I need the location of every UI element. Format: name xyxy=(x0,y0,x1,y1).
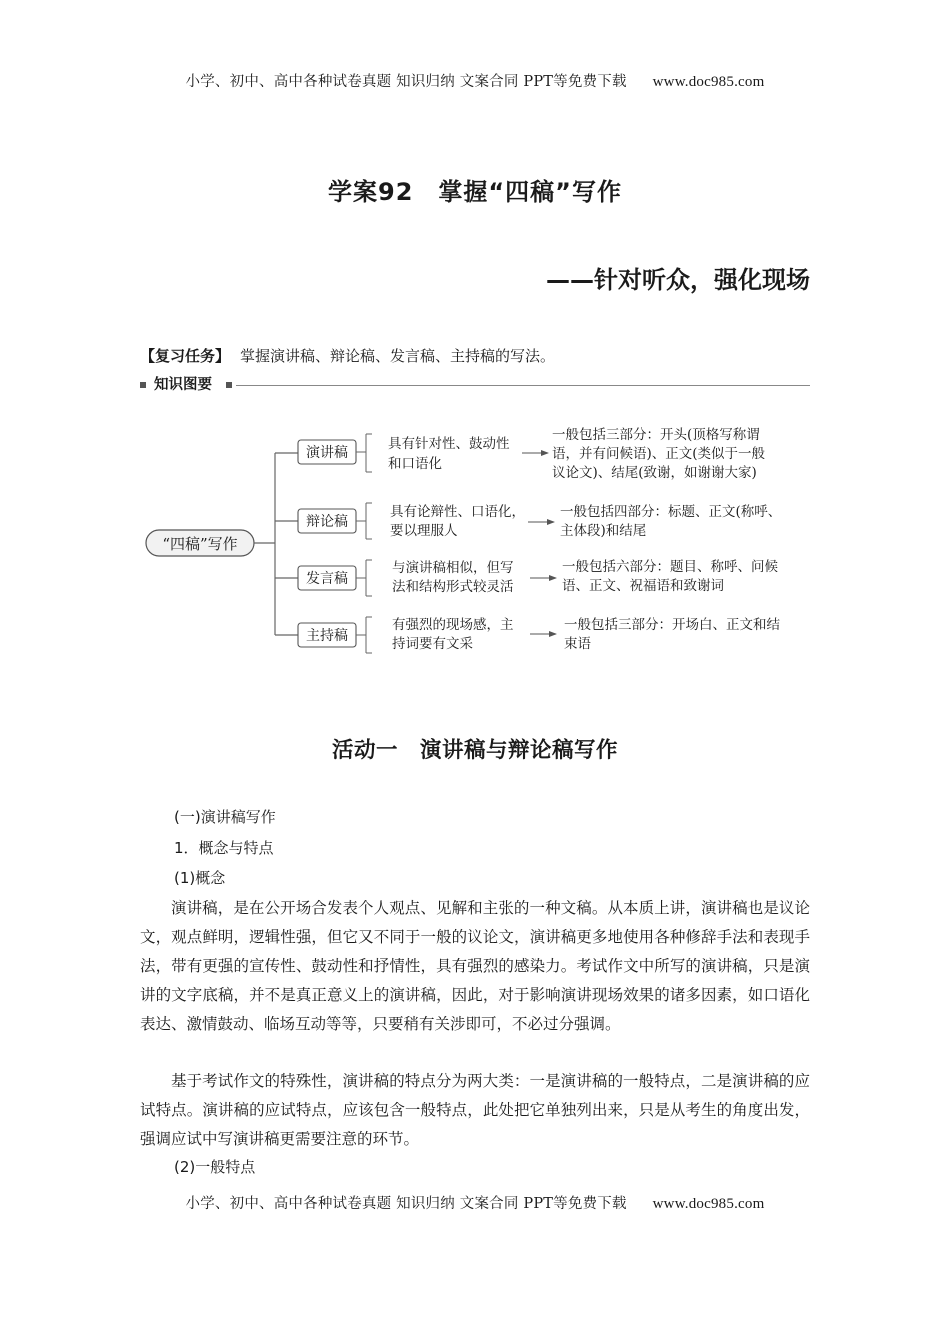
section-heading: (一)演讲稿写作 xyxy=(174,808,276,826)
review-task xyxy=(140,345,555,366)
structure-line: 议论文)、结尾(致谢，如谢谢大家) xyxy=(552,465,757,481)
branch-label-address: 发言稿 xyxy=(306,571,348,587)
page-header xyxy=(0,70,950,91)
page-footer xyxy=(0,1192,950,1213)
structure-line: 一般包括三部分：开头(顶格写称谓 xyxy=(552,427,760,443)
trait-line: 有强烈的现场感，主 xyxy=(392,617,514,633)
structure-line: 一般包括四部分：标题、正文(称呼、 xyxy=(560,504,782,520)
square-bullet-icon xyxy=(226,382,232,388)
page-footer-text: 小学、初中、高中各种试卷真题 知识归纳 文案合同 PPT等免费下载 xyxy=(185,1196,627,1212)
features-paragraph: 基于考试作文的特殊性，演讲稿的特点分为两大类：一是演讲稿的一般特点，二是演讲稿的应试特点。演讲稿的应试特点，应该包含一般特点，此处把它单独列出来，只是从考生的角度出发，强调应试中写演讲稿更需要注意的环节。 xyxy=(140,1072,810,1148)
knowledge-map-heading xyxy=(140,376,810,396)
trait-line: 持词要有文采 xyxy=(392,636,473,652)
structure-line: 语、正文、祝福语和致谢词 xyxy=(562,578,724,594)
review-task-label: 【复习任务】 xyxy=(140,347,231,365)
bracket xyxy=(356,560,372,596)
document-subtitle: ——针对听众，强化现场 xyxy=(546,266,810,294)
heading-rule xyxy=(236,385,810,386)
trait-line: 与演讲稿相似，但写 xyxy=(392,560,514,576)
sub-subsection-heading: (1)概念 xyxy=(174,869,226,887)
structure-line: 主体段)和结尾 xyxy=(560,523,647,539)
trait-line: 要以理服人 xyxy=(390,523,458,539)
concept-paragraph: 演讲稿，是在公开场合发表个人观点、见解和主张的一种文稿。从本质上讲，演讲稿也是议论文，观点鲜明，逻辑性强，但它又不同于一般的议论文，演讲稿更多地使用各种修辞手法和表现手法，带有更强的宣传性、鼓动性和抒情性，具有强烈的感染力。考试作文中所写的演讲稿，只是演讲的文字底稿，并不是真正意义上的演讲稿，因此，对于影响演讲现场效果的诸多因素，如口语化表达、激情鼓动、临场互动等等，只要稍有关涉即可，不必过分强调。 xyxy=(140,899,810,1033)
structure-line: 一般包括六部分：题目、称呼、问候 xyxy=(562,559,778,575)
activity-title: 活动一 演讲稿与辩论稿写作 xyxy=(331,738,618,763)
bracket xyxy=(356,503,372,539)
trait-line: 和口语化 xyxy=(388,456,442,472)
page-header-text: 小学、初中、高中各种试卷真题 知识归纳 文案合同 PPT等免费下载 xyxy=(185,74,627,90)
review-task-text: 掌握演讲稿、辩论稿、发言稿、主持稿的写法。 xyxy=(240,347,556,365)
subsection-heading: 1．概念与特点 xyxy=(174,839,274,857)
bracket xyxy=(356,617,372,653)
page-footer-site: www.doc985.com xyxy=(652,1196,765,1212)
branch-label-debate: 辩论稿 xyxy=(306,514,348,530)
document-title: 学案92 掌握“四稿”写作 xyxy=(328,178,622,206)
knowledge-mind-map xyxy=(140,410,810,660)
trait-line: 具有针对性、鼓动性 xyxy=(388,436,510,452)
trait-line: 法和结构形式较灵活 xyxy=(392,579,514,595)
tree-connectors xyxy=(254,453,298,635)
root-node-label: “四稿”写作 xyxy=(162,535,238,553)
sub-subsection-heading: (2)一般特点 xyxy=(174,1158,256,1176)
knowledge-map-label: 知识图要 xyxy=(154,377,212,393)
bracket xyxy=(356,434,372,472)
structure-line: 一般包括三部分：开场白、正文和结 xyxy=(564,617,780,633)
trait-line: 具有论辩性、口语化， xyxy=(390,504,525,520)
square-bullet-icon xyxy=(140,382,146,388)
page-header-site: www.doc985.com xyxy=(652,74,765,90)
structure-line: 束语 xyxy=(564,636,591,652)
structure-line: 语，并有问候语)、正文(类似于一般 xyxy=(552,446,766,462)
branch-label-speech: 演讲稿 xyxy=(306,445,348,461)
branch-label-host: 主持稿 xyxy=(306,628,348,644)
